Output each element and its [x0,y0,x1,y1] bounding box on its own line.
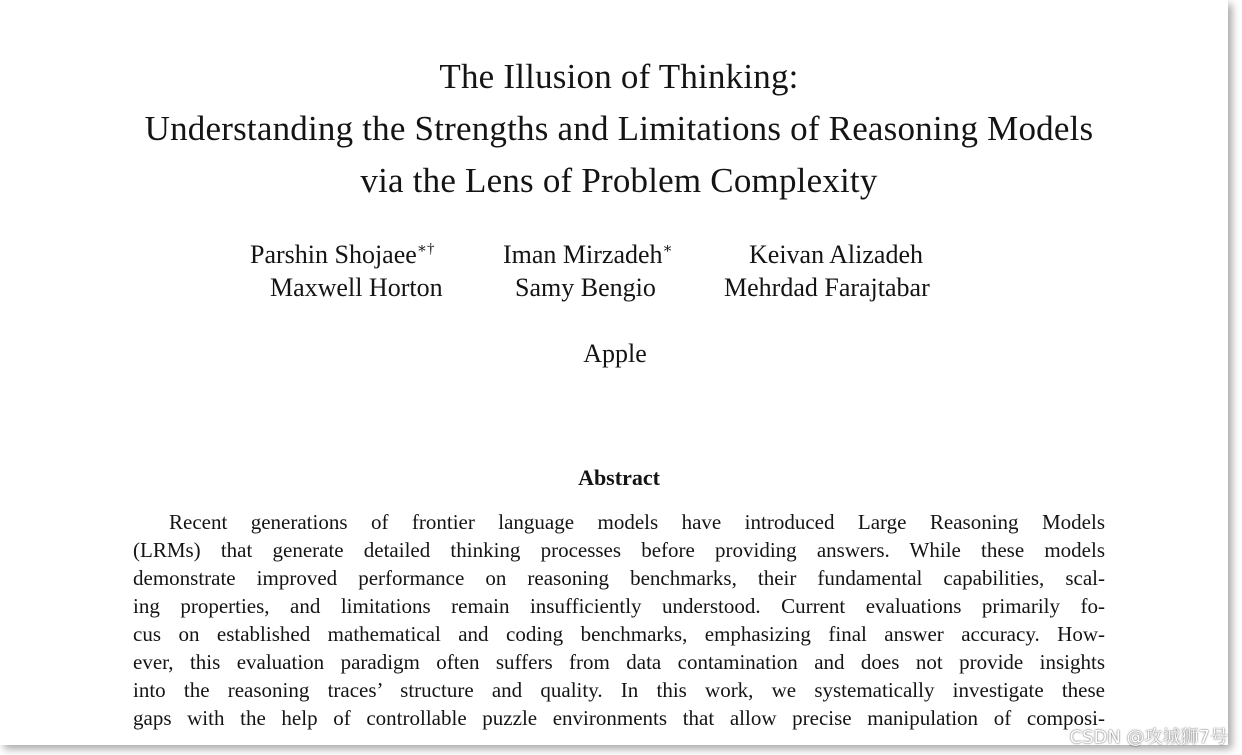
abstract-heading: Abstract [578,465,660,490]
abstract-line: ever, this evaluation paradigm often suffers from data contamination and does not provide insights [133,650,1105,674]
affiliation: Apple [583,339,647,368]
author-samy-bengio [515,273,656,303]
author-maxwell-horton [270,273,443,303]
author-name: Maxwell Horton [270,273,443,302]
watermark: CSDN @攻城狮7号 [1069,727,1228,748]
author-name: Parshin Shojaee [250,240,417,269]
author-marks: ∗† [416,241,435,257]
author-name: Samy Bengio [515,273,656,302]
paper-title-line-3: via the Lens of Problem Complexity [360,161,878,200]
author-iman-mirzadeh [503,240,673,270]
abstract-line: into the reasoning traces’ structure and quality. In this work, we systematically investigate these [133,678,1105,702]
author-marks: ∗ [662,241,673,257]
author-parshin-shojaee [250,240,435,270]
abstract-line: cus on established mathematical and coding benchmarks, emphasizing final answer accuracy. How- [133,622,1105,646]
abstract-line: Recent generations of frontier language models have introduced Large Reasoning Models [169,510,1105,534]
abstract-line: (LRMs) that generate detailed thinking processes before providing answers. While these models [133,538,1105,562]
paper-title-line-1: The Illusion of Thinking: [439,57,799,96]
abstract-line: ing properties, and limitations remain insufficiently understood. Current evaluations primarily fo- [133,594,1105,618]
paper-title-line-2: Understanding the Strengths and Limitations of Reasoning Models [144,109,1094,148]
abstract-line: demonstrate improved performance on reasoning benchmarks, their fundamental capabilities, scal- [133,566,1105,590]
author-name: Iman Mirzadeh [503,240,663,269]
abstract-line: gaps with the help of controllable puzzle environments that allow precise manipulation of composi- [133,706,1105,730]
author-name: Keivan Alizadeh [749,240,923,269]
author-keivan-alizadeh [749,240,923,270]
author-mehrdad-farajtabar [724,273,930,303]
author-name: Mehrdad Farajtabar [724,273,930,302]
